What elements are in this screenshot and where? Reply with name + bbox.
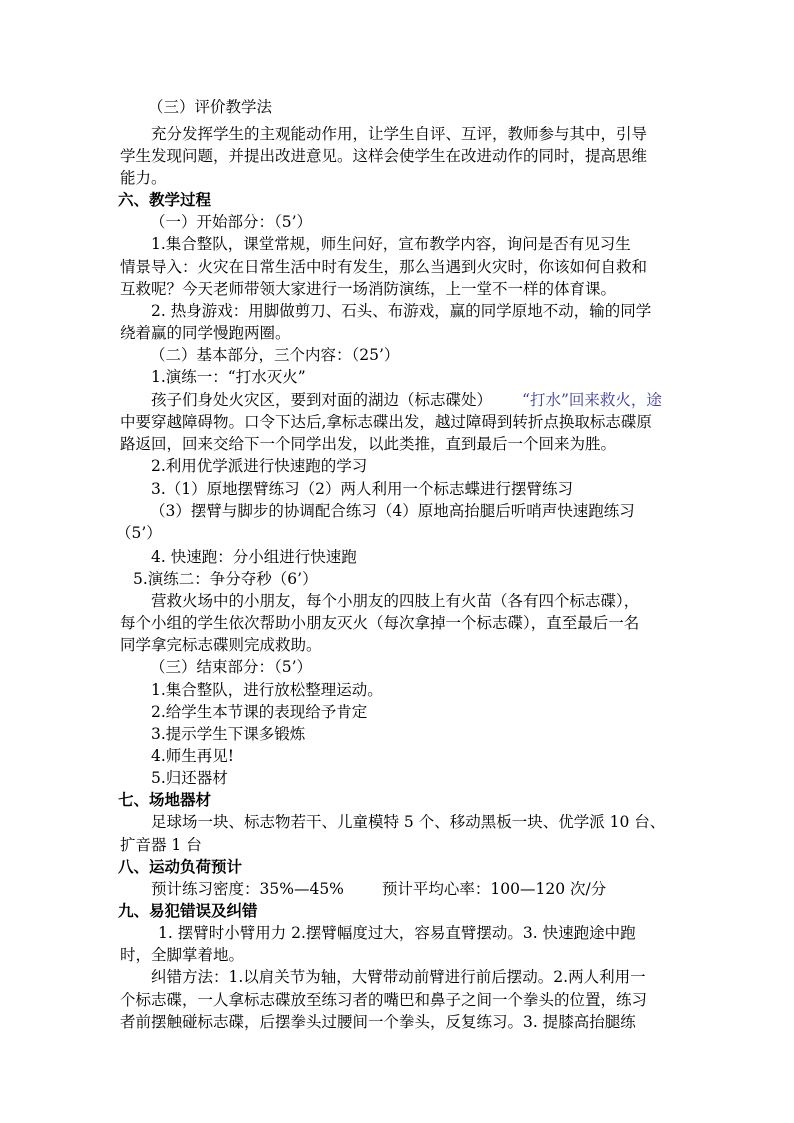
heading-venue-equipment: 七、场地器材 — [118, 791, 212, 809]
paragraph-line: （5’） — [116, 524, 162, 542]
paragraph-line: 1.演练一：“打水灭火” — [151, 368, 306, 386]
paragraph-line: 绕着赢的同学慢跑两圈。 — [120, 324, 291, 342]
paragraph-line: 时，全脚掌着地。 — [120, 946, 245, 964]
text-segment: 预计练习密度：35%—45% — [151, 880, 344, 898]
subheading-end-part: （三）结束部分：（5’） — [150, 658, 313, 676]
paragraph-line: 1.集合整队，课堂常规，师生问好，宣布教学内容，询问是否有见习生 — [151, 235, 631, 253]
paragraph-line: 扩音器 1 台 — [120, 836, 202, 854]
text-segment: 孩子们身处火灾区，要到对面的湖边（标志碟处） — [151, 391, 493, 409]
paragraph-line: 充分发挥学生的主观能动作用，让学生自评、互评，教师参与其中，引导 — [151, 125, 648, 143]
text-segment: 预计平均心率：100—120 次/分 — [381, 880, 607, 898]
paragraph-line: 2.利用优学派进行快速跑的学习 — [151, 457, 368, 475]
subheading-start-part: （一）开始部分：（5’） — [150, 213, 313, 231]
paragraph-line: 5.演练二：争分夺秒（6’） — [133, 570, 318, 588]
list-item: 5.归还器材 — [151, 769, 228, 787]
paragraph-line: 互救呢？今天老师带领大家进行一场消防演练，上一堂不一样的体育课。 — [120, 280, 617, 298]
paragraph-line: 能力。 — [120, 169, 167, 187]
heading-common-errors: 九、易犯错误及纠错 — [118, 902, 258, 920]
heading-exercise-load: 八、运动负荷预计 — [118, 858, 243, 876]
paragraph-line: 2. 热身游戏：用脚做剪刀、石头、布游戏，赢的同学原地不动，输的同学 — [151, 302, 652, 320]
paragraph-line: 每个小组的学生依次帮助小朋友灭火（每次拿掉一个标志碟），直至最后一名 — [120, 614, 640, 632]
paragraph-line: （3）摆臂与脚步的协调配合练习（4）原地高抬腿后听哨声快速跑练习 — [150, 502, 635, 520]
paragraph-line: 4. 快速跑：分小组进行快速跑 — [151, 548, 357, 566]
paragraph-line — [151, 878, 606, 900]
list-item: 2.给学生本节课的表现给予肯定 — [151, 703, 368, 721]
paragraph-line: 同学拿完标志碟则完成救助。 — [120, 636, 322, 654]
paragraph-line — [151, 389, 662, 411]
subheading-evaluation-method: （三）评价教学法 — [148, 98, 273, 116]
paragraph-line: 个标志碟，一人拿标志碟放至练习者的嘴巴和鼻子之间一个拳头的位置，练习 — [120, 991, 648, 1009]
paragraph-line: 1. 摆臂时小臂用力 2.摆臂幅度过大，容易直臂摆动。3. 快速跑途中跑 — [158, 924, 636, 942]
paragraph-line: 中要穿越障碍物。口令下达后,拿标志碟出发，越过障碍到转折点换取标志碟原 — [120, 413, 652, 431]
list-item: 3.提示学生下课多锻炼 — [151, 725, 306, 743]
paragraph-line: 情景导入：火灾在日常生活中时有发生，那么当遇到火灾时，你该如何自救和 — [120, 258, 648, 276]
list-item: 4.师生再见! — [151, 747, 235, 765]
heading-teaching-process: 六、教学过程 — [118, 191, 212, 209]
paragraph-line: 营救火场中的小朋友，每个小朋友的四肢上有火苗（各有四个标志碟）， — [151, 592, 640, 610]
paragraph-line: 者前摆触碰标志碟，后摆拳头过腰间一个拳头，反复练习。3. 提膝高抬腿练 — [120, 1013, 636, 1031]
text-segment: “打水”回来救火，途 — [522, 391, 662, 409]
list-item: 1.集合整队，进行放松整理运动。 — [151, 681, 383, 699]
paragraph-line: 足球场一块、标志物若干、儿童模特 5 个、移动黑板一块、优学派 10 台、 — [151, 813, 666, 831]
paragraph-line: 路返回，回来交给下一个同学出发，以此类推，直到最后一个回来为胜。 — [120, 435, 617, 453]
paragraph-line: 学生发现问题，并提出改进意见。这样会使学生在改进动作的同时，提高思维 — [120, 147, 648, 165]
paragraph-line: 3.（1）原地摆臂练习（2）两人利用一个标志蝶进行摆臂练习 — [151, 480, 574, 498]
paragraph-line: 纠错方法：1.以肩关节为轴，大臂带动前臂进行前后摆动。2.两人利用一 — [151, 968, 646, 986]
subheading-basic-part: （二）基本部分，三个内容：（25’） — [150, 346, 400, 364]
